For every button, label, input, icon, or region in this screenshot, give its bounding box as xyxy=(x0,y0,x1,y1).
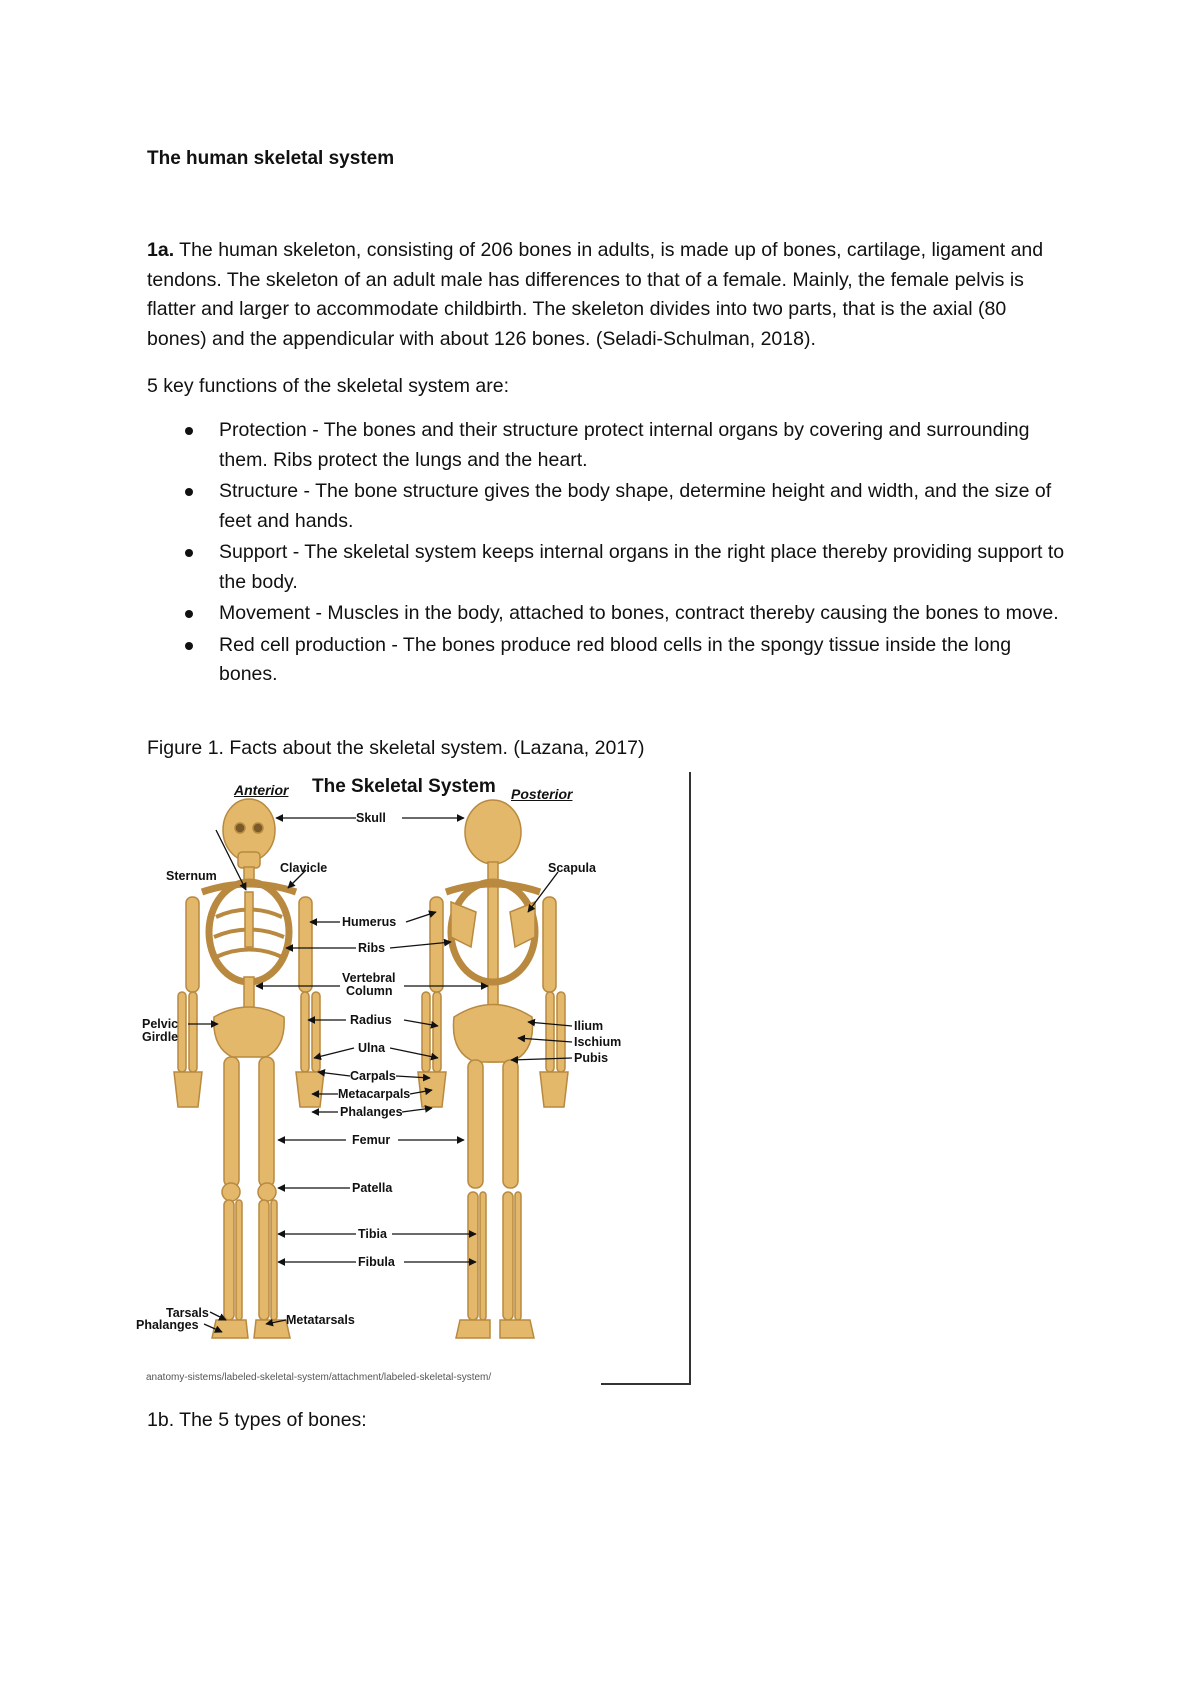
label-radius: Radius xyxy=(350,1013,392,1027)
figure-posterior-label: Posterior xyxy=(511,786,573,802)
list-item: Support - The skeletal system keeps internal organs in the right place thereby providing support to the body. xyxy=(147,538,1067,597)
label-metatarsals: Metatarsals xyxy=(286,1313,355,1327)
paragraph-1a xyxy=(147,236,1067,354)
label-sternum: Sternum xyxy=(166,869,217,883)
figure-frame-bottom xyxy=(601,1383,691,1385)
figure-caption: Figure 1. Facts about the skeletal system. (Lazana, 2017) xyxy=(147,737,645,759)
figure-source-url: anatomy-sistems/labeled-skeletal-system/attachment/labeled-skeletal-system/ xyxy=(146,1372,492,1383)
label-phalanges: Phalanges xyxy=(340,1105,403,1119)
functions-intro: 5 key functions of the skeletal system are: xyxy=(147,375,510,397)
figure-anterior-label: Anterior xyxy=(234,782,289,798)
label-vertebral: Vertebral xyxy=(342,971,396,985)
label-tibia: Tibia xyxy=(358,1227,387,1241)
label-pubis: Pubis xyxy=(574,1051,609,1065)
figure-title: The Skeletal System xyxy=(312,776,496,797)
list-item: Movement - Muscles in the body, attached to bones, contract thereby causing the bones to move. xyxy=(147,599,1067,629)
list-item: Red cell production - The bones produce red blood cells in the spongy tissue inside the long bones. xyxy=(147,631,1067,690)
bullet-icon xyxy=(185,488,193,496)
label-patella: Patella xyxy=(352,1181,393,1195)
list-item: Structure - The bone structure gives the body shape, determine height and width, and the size of feet and hands. xyxy=(147,477,1067,536)
label-ischium: Ischium xyxy=(574,1035,622,1049)
label-clavicle: Clavicle xyxy=(280,861,328,875)
label-foot-phalanges: Phalanges xyxy=(136,1318,199,1332)
paragraph-1a-label: 1a. xyxy=(147,239,175,261)
label-carpals: Carpals xyxy=(350,1069,396,1083)
list-item: Protection - The bones and their structure protect internal organs by covering and surrounding them. Ribs protect the lungs and the heart. xyxy=(147,416,1067,475)
posterior-skeleton xyxy=(418,800,568,1338)
label-ulna: Ulna xyxy=(358,1041,386,1055)
label-humerus: Humerus xyxy=(342,915,397,929)
document-title: The human skeletal system xyxy=(147,148,395,169)
bullet-icon xyxy=(185,427,193,435)
bullet-icon xyxy=(185,610,193,618)
label-pelvic: Pelvic xyxy=(142,1017,179,1031)
label-femur: Femur xyxy=(352,1133,391,1147)
section-1b-heading: 1b. The 5 types of bones: xyxy=(147,1409,367,1431)
label-girdle: Girdle xyxy=(142,1030,179,1044)
paragraph-1a-text: The human skeleton, consisting of 206 bones in adults, is made up of bones, cartilage, ligament and tendons. The skeleton of an adult male has differences to that of a female. Mainly, the female pelvis is flatter and larger to accommodate childbirth. The skeleton divides into two parts, that is the axial (80 bones) and the appendicular with about 126 bones. (Seladi-Schulman, 2018). xyxy=(147,239,1044,350)
label-skull: Skull xyxy=(356,811,386,825)
label-ribs: Ribs xyxy=(358,941,386,955)
label-scapula: Scapula xyxy=(548,861,596,875)
label-metacarpals: Metacarpals xyxy=(338,1087,411,1101)
label-ilium: Ilium xyxy=(574,1019,604,1033)
label-fibula: Fibula xyxy=(358,1255,395,1269)
skeleton-illustration xyxy=(146,772,692,1388)
label-column: Column xyxy=(346,984,393,998)
label-tarsals: Tarsals xyxy=(166,1306,209,1320)
functions-list xyxy=(147,416,1067,692)
bullet-icon xyxy=(185,549,193,557)
bullet-icon xyxy=(185,642,193,650)
figure-frame-right xyxy=(689,772,691,1384)
skeleton-figure xyxy=(136,772,692,1388)
